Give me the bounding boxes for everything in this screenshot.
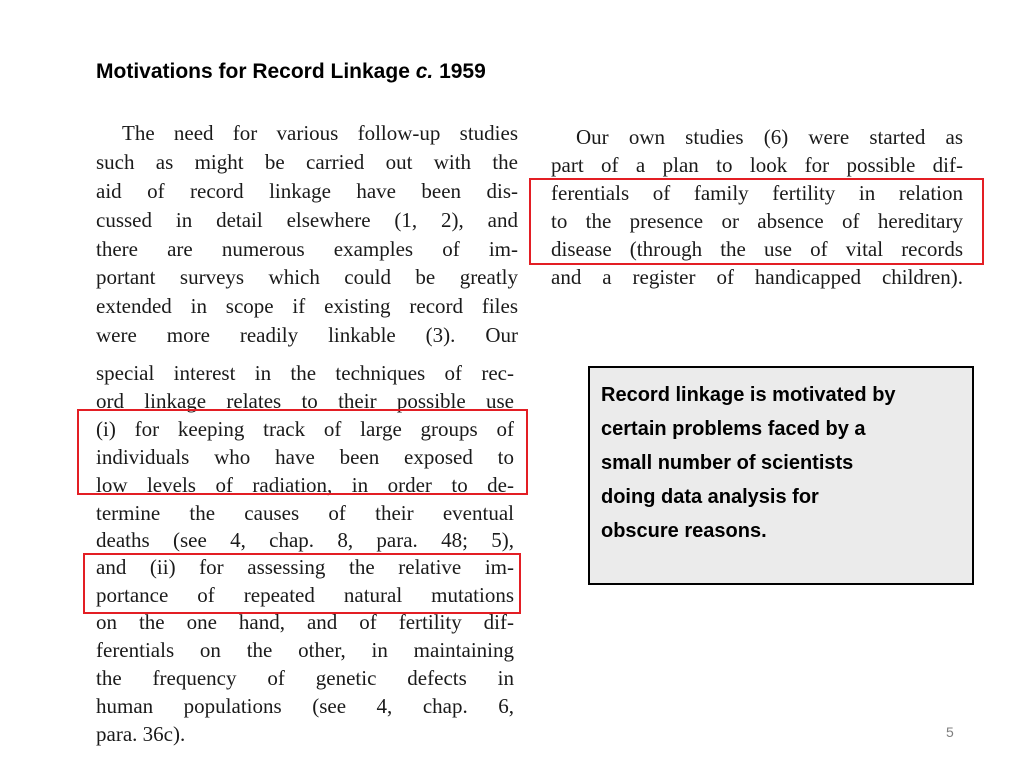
slide-title-circa: c. (415, 60, 434, 83)
text-line: and a register of handicapped children). (551, 265, 963, 289)
callout-line: certain problems faced by a (601, 418, 866, 440)
callout-line: small number of scientists (601, 452, 854, 474)
text-line: human populations (see 4, chap. 6, (96, 694, 514, 718)
highlight-box-mutations (83, 553, 521, 614)
text-line: Our own studies (6) were started as (576, 125, 963, 149)
text-line: there are numerous examples of im- (96, 237, 518, 261)
text-line: cussed in detail elsewhere (1, 2), and (96, 208, 518, 232)
page-number: 5 (946, 724, 954, 740)
text-line: extended in scope if existing record files (96, 294, 518, 318)
text-line: (i) for keeping track of large groups of (96, 417, 514, 441)
callout-line: obscure reasons. (601, 520, 767, 542)
text-line: portant surveys which could be greatly (96, 265, 518, 289)
callout-line: doing data analysis for (601, 486, 819, 508)
text-line: aid of record linkage have been dis- (96, 179, 518, 203)
text-line: were more readily linkable (3). Our (96, 323, 518, 347)
text-line: and (ii) for assessing the relative im- (96, 555, 514, 579)
text-line: to the presence or absence of hereditary (551, 209, 963, 233)
text-line: part of a plan to look for possible dif- (551, 153, 963, 177)
text-line: special interest in the techniques of rec- (96, 361, 514, 385)
text-line: para. 36c). (96, 722, 186, 746)
callout-line: Record linkage is motivated by (601, 384, 896, 406)
text-line: deaths (see 4, chap. 8, para. 48; 5), (96, 528, 514, 552)
text-line: portance of repeated natural mutations (96, 583, 514, 607)
highlight-box-radiation (77, 409, 528, 495)
slide-title-main: Motivations for Record Linkage (96, 60, 416, 83)
text-line: The need for various follow-up studies (122, 121, 518, 145)
text-line: on the one hand, and of fertility dif- (96, 610, 514, 634)
text-line: individuals who have been exposed to (96, 445, 514, 469)
text-line: the frequency of genetic defects in (96, 666, 514, 690)
text-line: ferentials of family fertility in relation (551, 181, 963, 205)
text-line: disease (through the use of vital records (551, 237, 963, 261)
text-line: low levels of radiation, in order to de- (96, 473, 514, 497)
text-line: termine the causes of their eventual (96, 501, 514, 525)
highlight-box-family-fertility (529, 178, 984, 265)
text-line: ord linkage relates to their possible use (96, 389, 514, 413)
slide-title-year: 1959 (433, 60, 486, 83)
slide-title (96, 60, 486, 84)
text-line: ferentials on the other, in maintaining (96, 638, 514, 662)
text-line: such as might be carried out with the (96, 150, 518, 174)
callout-box (588, 366, 974, 585)
